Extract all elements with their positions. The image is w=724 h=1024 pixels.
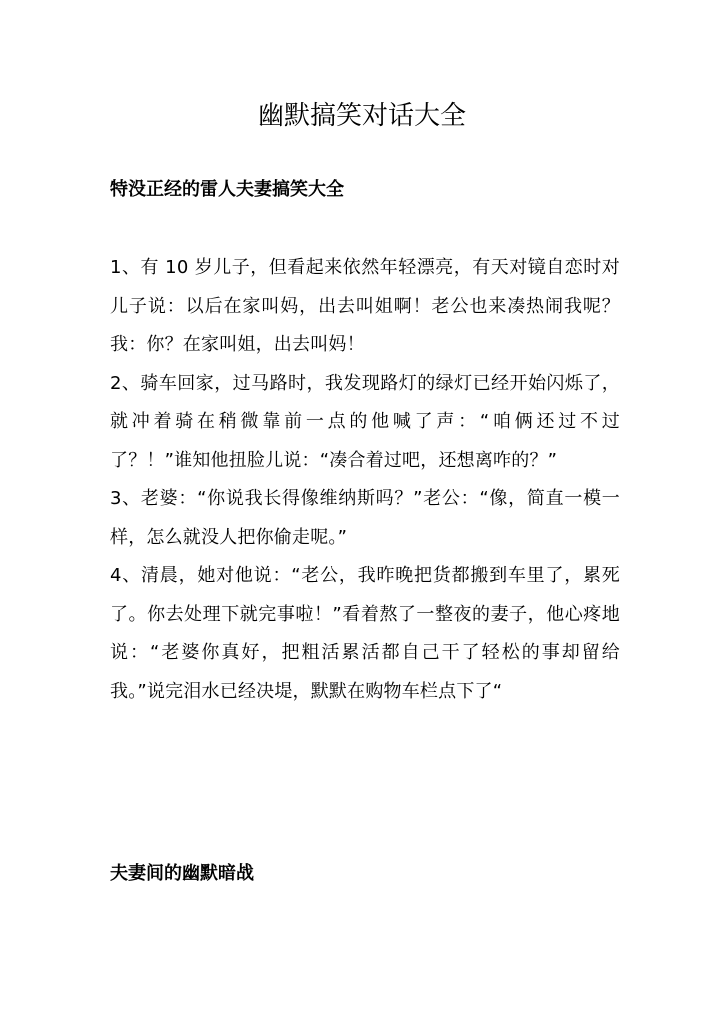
section-heading-couple-jokes: 特没正经的雷人夫妻搞笑大全 [110,179,344,200]
paragraph: 2、骑车回家，过马路时，我发现路灯的绿灯已经开始闪烁了，就冲着骑在稍微靠前一点的他喊了声：“咱俩还过不过了？！”谁知他扭脸儿说：“凑合着过吧，还想离咋的？” [110,372,620,471]
section-body [110,249,620,711]
paragraph: 3、老婆：“你说我长得像维纳斯吗？”老公：“像，简直一模一样，怎么就没人把你偷走呢。” [110,488,620,548]
paragraph: 4、清晨，她对他说：“老公，我昨晚把货都搬到车里了，累死了。你去处理下就完事啦！”看着熬了一整夜的妻子，他心疼地说：“老婆你真好，把粗活累活都自己干了轻松的事却留给我。”说完泪水已经决堤，默默在购物车栏点下了“ [110,565,620,702]
document-title: 幽默搞笑对话大全 [257,101,466,131]
paragraph: 1、有 10 岁儿子，但看起来依然年轻漂亮，有天对镜自恋时对儿子说：以后在家叫妈，出去叫姐啊！老公也来凑热闹我呢？我：你？在家叫姐，出去叫妈！ [110,257,620,355]
section-heading-humor-battle: 夫妻间的幽默暗战 [110,863,254,884]
